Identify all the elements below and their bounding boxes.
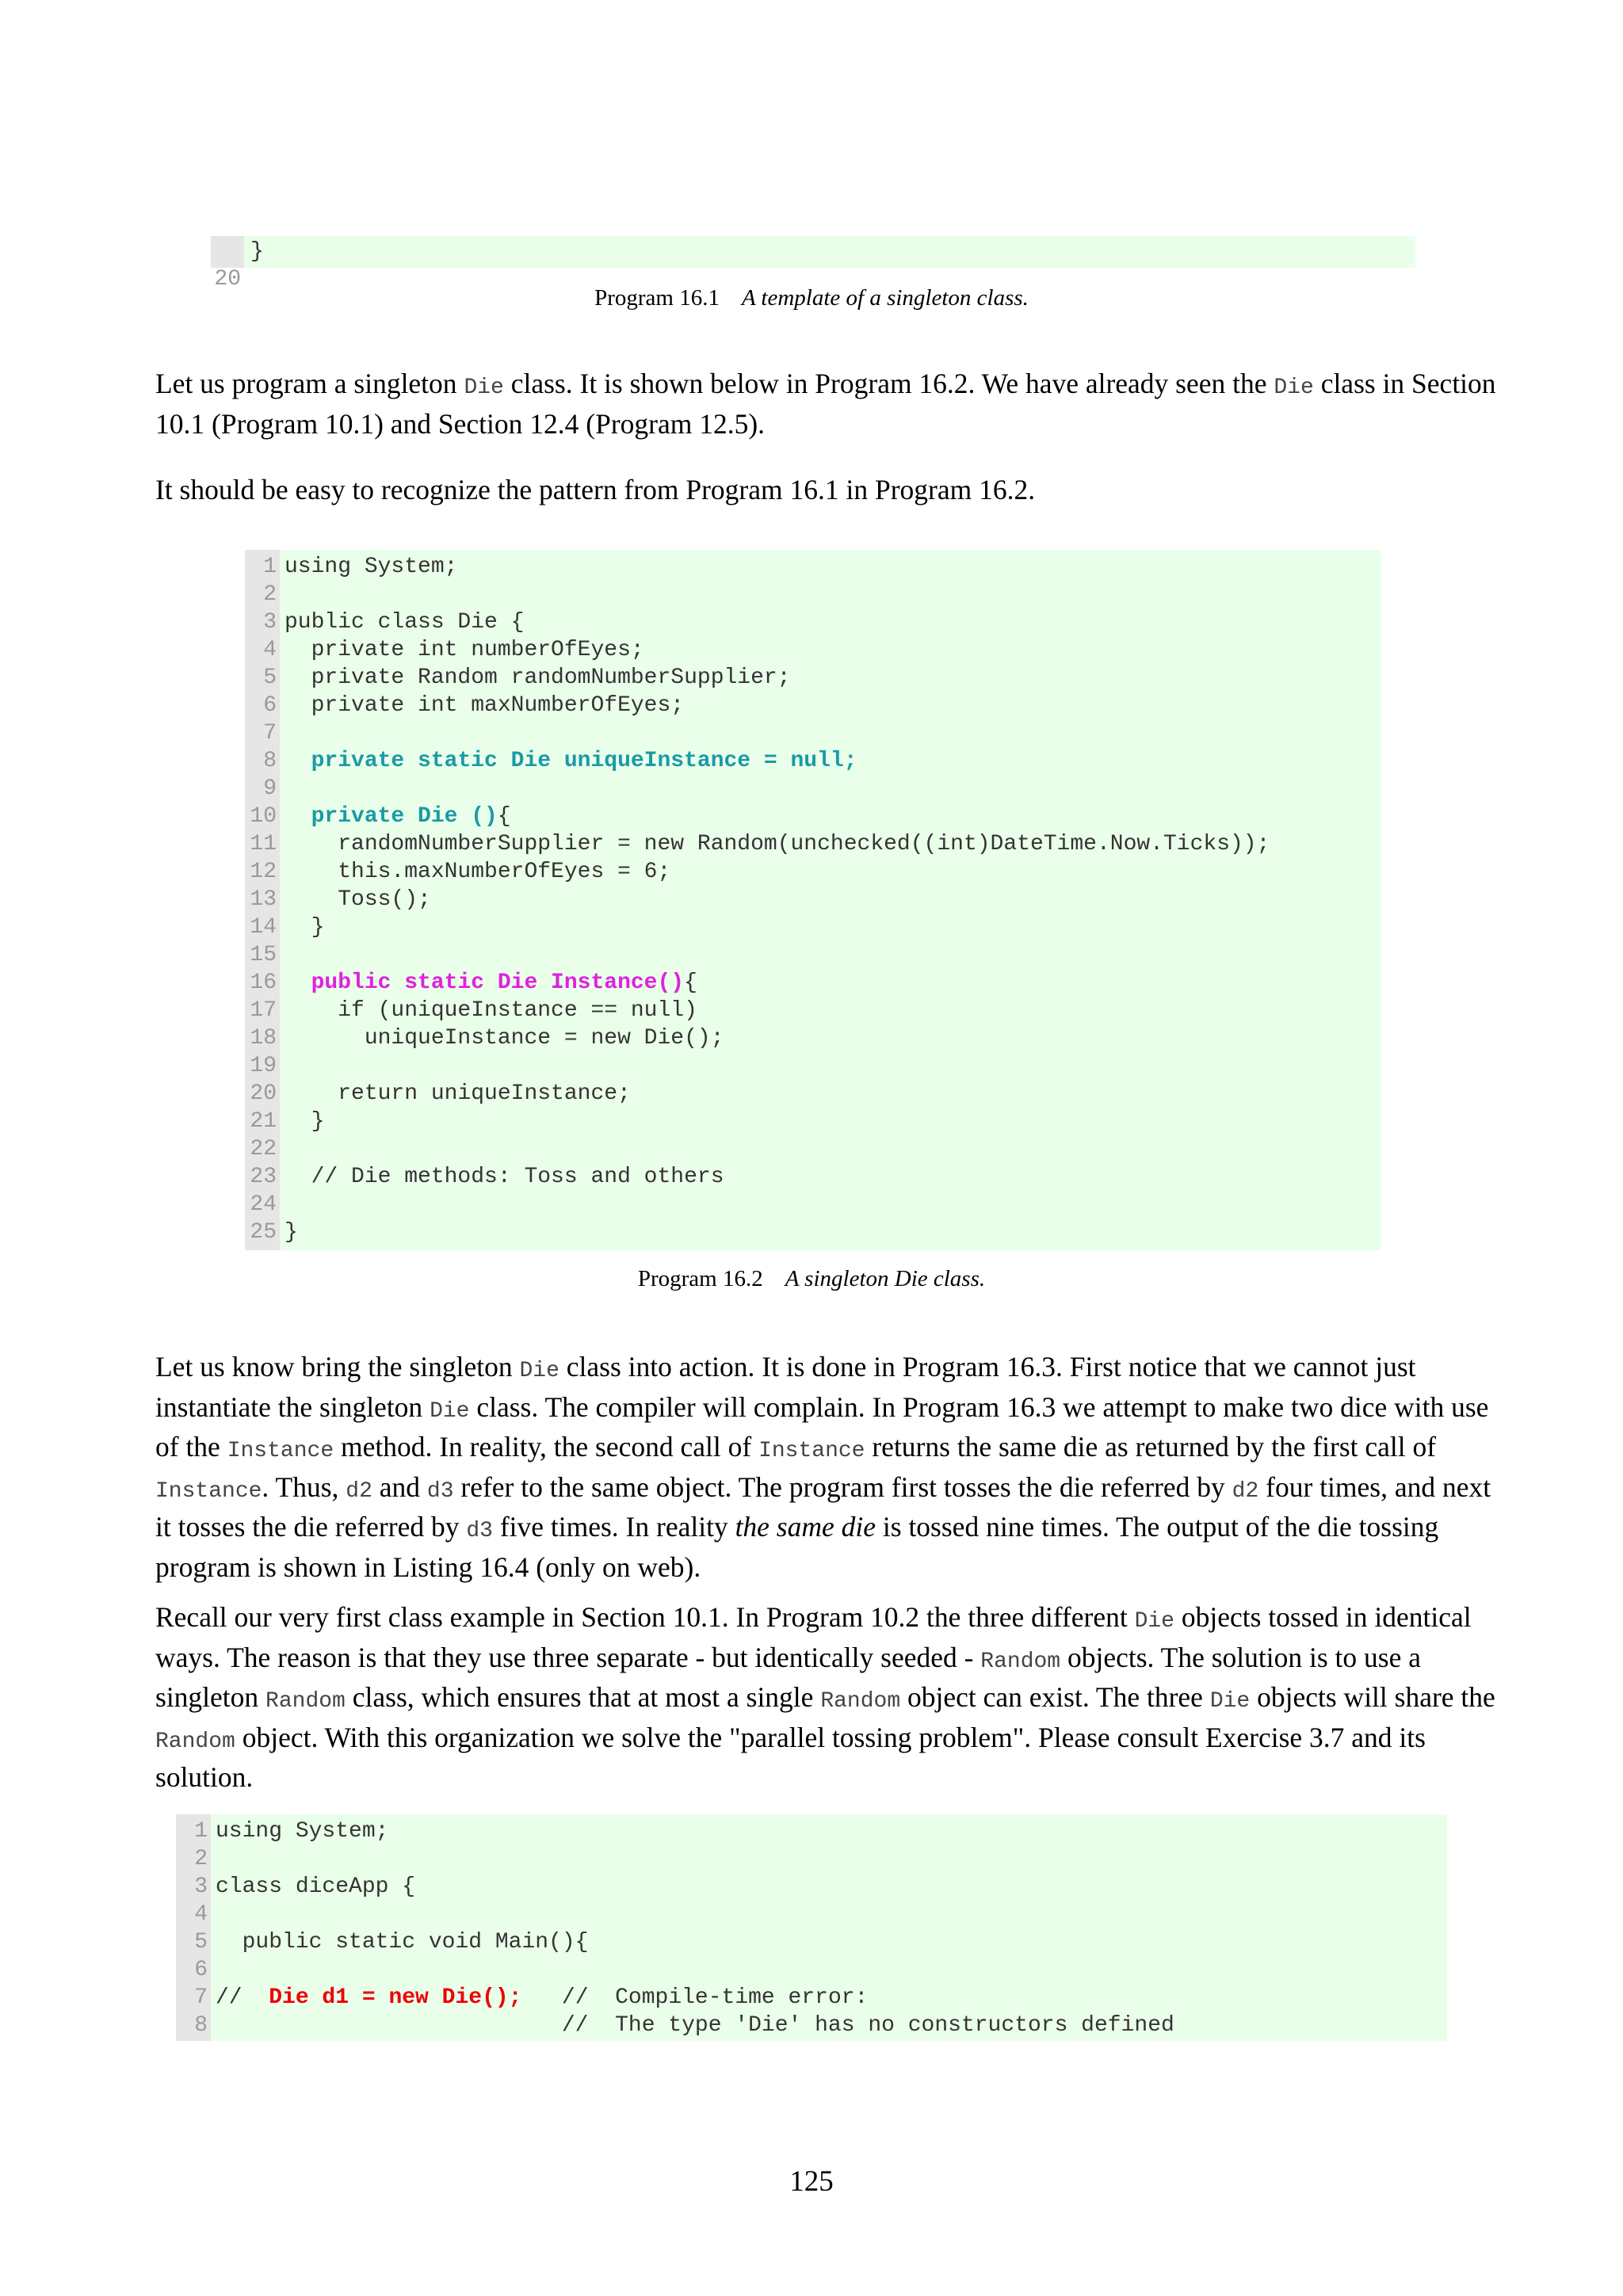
code-line xyxy=(176,1845,1447,1873)
inline-code: Die xyxy=(1134,1609,1174,1634)
code-text xyxy=(285,1080,631,1108)
code-text xyxy=(285,969,697,997)
code-segment: Toss(); xyxy=(285,887,431,912)
code-line xyxy=(245,1219,1381,1246)
line-number: 10 xyxy=(250,804,277,829)
line-number: 7 xyxy=(263,721,277,746)
code-text: } xyxy=(250,239,264,264)
code-line xyxy=(245,719,1381,747)
code-segment: private Random randomNumberSupplier; xyxy=(285,666,791,690)
code-line xyxy=(245,997,1381,1024)
inline-code: Random xyxy=(980,1649,1061,1674)
line-number: 2 xyxy=(263,582,277,607)
caption-program-16-1 xyxy=(0,284,1623,312)
line-number: 17 xyxy=(250,998,277,1023)
caption-label: Program 16.1 xyxy=(594,285,720,311)
text: objects will share the xyxy=(1250,1681,1495,1713)
code-line xyxy=(245,553,1381,581)
code-segment: // Compile-time error: xyxy=(521,1985,869,2010)
code-line xyxy=(245,1108,1381,1135)
line-number: 5 xyxy=(194,1930,208,1955)
line-number: 4 xyxy=(194,1902,208,1927)
code-line xyxy=(245,747,1381,775)
code-segment: randomNumberSupplier = new Random(unchecked((int)DateTime.Now.Ticks)); xyxy=(285,832,1270,856)
text: method. In reality, the second call of xyxy=(334,1431,759,1463)
line-number: 11 xyxy=(250,832,277,856)
line-number: 9 xyxy=(263,776,277,801)
line-number: 3 xyxy=(263,610,277,635)
line-number: 19 xyxy=(250,1054,277,1078)
code-segment: // xyxy=(216,1985,269,2010)
inline-code: d2 xyxy=(1232,1478,1259,1504)
text: is tossed nine times. The output of the die tossing program is shown in Listing 16.4 (only on web). xyxy=(155,1511,1439,1583)
code-line xyxy=(245,1191,1381,1219)
code-segment: return uniqueInstance; xyxy=(285,1081,631,1106)
line-number: 20 xyxy=(214,267,241,292)
code-text xyxy=(285,1219,298,1246)
code-text xyxy=(285,886,431,913)
code-segment: { xyxy=(684,971,697,995)
text: returns the same die as returned by the first call of xyxy=(865,1431,1437,1463)
code-text xyxy=(285,636,644,664)
code-segment: if (uniqueInstance == null) xyxy=(285,998,697,1023)
code-line xyxy=(211,238,1415,292)
code-segment: using System; xyxy=(216,1819,389,1844)
code-segment: this.maxNumberOfEyes = 6; xyxy=(285,860,671,884)
line-number: 6 xyxy=(194,1958,208,1982)
code-text xyxy=(285,664,791,692)
code-text xyxy=(285,1163,724,1191)
line-number: 2 xyxy=(194,1847,208,1871)
code-text xyxy=(285,747,857,775)
text: object can exist. The three xyxy=(900,1681,1210,1713)
text: objects. The solution is to use a singleton xyxy=(155,1641,1422,1713)
highlighted-code: Die d1 = new Die(); xyxy=(269,1985,522,2010)
code-text xyxy=(216,1984,868,2012)
code-segment: class diceApp { xyxy=(216,1875,416,1899)
line-number: 20 xyxy=(250,1081,277,1106)
inline-code: Die xyxy=(1274,376,1314,400)
code-line xyxy=(245,1024,1381,1052)
line-number: 21 xyxy=(250,1109,277,1134)
code-segment: } xyxy=(285,1109,325,1134)
code-line xyxy=(176,2012,1447,2039)
code-line xyxy=(245,692,1381,719)
code-line xyxy=(245,608,1381,636)
code-text xyxy=(285,692,684,719)
code-line xyxy=(245,636,1381,664)
code-block-program-16-3 xyxy=(176,1814,1447,2041)
text: object. With this organization we solve the "parallel tossing problem". Please consult Exercise 3.7 and its solution. xyxy=(155,1721,1426,1793)
code-line xyxy=(176,1928,1447,1956)
code-segment: { xyxy=(497,804,511,829)
code-segment: public class Die { xyxy=(285,610,525,635)
code-text xyxy=(285,1108,324,1135)
line-number: 3 xyxy=(194,1875,208,1899)
line-number: 23 xyxy=(250,1165,277,1189)
highlighted-code: public static Die Instance() xyxy=(311,971,685,995)
line-number: 5 xyxy=(263,666,277,690)
caption-label: Program 16.2 xyxy=(637,1266,763,1291)
inline-code: Die xyxy=(1209,1689,1251,1714)
inline-code: Die xyxy=(430,1398,470,1424)
code-line xyxy=(245,1052,1381,1080)
code-line xyxy=(176,1956,1447,1984)
code-segment xyxy=(285,971,311,995)
text: . Thus, xyxy=(262,1470,346,1503)
code-text xyxy=(285,830,1270,858)
line-number: 22 xyxy=(250,1137,277,1161)
caption-program-16-2 xyxy=(0,1264,1623,1293)
inline-code: d2 xyxy=(346,1478,372,1504)
code-line xyxy=(245,858,1381,886)
inline-code: Random xyxy=(265,1689,346,1714)
code-line xyxy=(245,581,1381,608)
paragraph-1 xyxy=(155,366,1503,441)
line-number: 24 xyxy=(250,1192,277,1217)
text: and xyxy=(372,1470,427,1503)
code-line xyxy=(176,1901,1447,1928)
code-text xyxy=(285,858,670,886)
paragraph-3 xyxy=(155,1349,1503,1585)
code-line xyxy=(176,1873,1447,1901)
code-line xyxy=(245,803,1381,830)
inline-code: Random xyxy=(155,1729,235,1754)
line-number: 1 xyxy=(263,555,277,579)
code-segment: private int numberOfEyes; xyxy=(285,638,644,662)
inline-code: Instance xyxy=(758,1439,865,1463)
code-text xyxy=(216,1817,388,1845)
paragraph-2: It should be easy to recognize the pattern from Program 16.1 in Program 16.2. xyxy=(155,474,1036,505)
inline-code: Random xyxy=(820,1689,901,1714)
code-line xyxy=(245,1080,1381,1108)
code-text xyxy=(216,1873,415,1901)
code-line xyxy=(245,830,1381,858)
line-number: 6 xyxy=(263,693,277,718)
line-number: 14 xyxy=(250,915,277,940)
line-number: 18 xyxy=(250,1026,277,1051)
text: objects tossed in identical ways. The reason is that they use three separate - but identically seeded - xyxy=(155,1601,1472,1673)
code-segment: // The type 'Die' has no constructors defined xyxy=(216,2013,1174,2038)
code-segment: public static void Main(){ xyxy=(216,1930,589,1955)
line-number: 4 xyxy=(263,638,277,662)
line-number: 13 xyxy=(250,887,277,912)
inline-code: Instance xyxy=(227,1439,334,1463)
text: Let us program a singleton xyxy=(155,368,464,399)
code-block-program-16-2 xyxy=(245,550,1381,1250)
code-line xyxy=(245,913,1381,941)
line-number: 15 xyxy=(250,943,277,967)
highlighted-code: private static Die uniqueInstance = null; xyxy=(311,749,857,773)
line-number: 7 xyxy=(194,1985,208,2010)
code-segment: private int maxNumberOfEyes; xyxy=(285,693,685,718)
code-line xyxy=(245,1163,1381,1191)
text: class. The compiler will complain. In Program 16.3 we attempt to make two dice with use of the xyxy=(155,1390,1489,1463)
line-number: 12 xyxy=(250,860,277,884)
inline-code: d3 xyxy=(466,1519,493,1543)
code-fragment-program-16-1 xyxy=(211,236,1415,292)
code-segment: uniqueInstance = new Die(); xyxy=(285,1026,724,1051)
code-text xyxy=(285,997,697,1024)
code-text xyxy=(285,1024,724,1052)
text: class. It is shown below in Program 16.2. We have already seen the xyxy=(503,368,1274,399)
code-line xyxy=(245,941,1381,969)
code-line xyxy=(176,1817,1447,1845)
code-segment xyxy=(285,749,311,773)
code-line xyxy=(245,664,1381,692)
code-text xyxy=(285,553,457,581)
line-number: 8 xyxy=(263,749,277,773)
inline-code: Die xyxy=(519,1359,559,1383)
caption-title: A template of a singleton class. xyxy=(741,285,1029,311)
inline-code: d3 xyxy=(426,1478,454,1504)
line-number: 1 xyxy=(194,1819,208,1844)
text: refer to the same object. The program first tosses the die referred by xyxy=(453,1470,1232,1503)
emphasis: the same die xyxy=(735,1511,876,1543)
code-line xyxy=(245,969,1381,997)
code-line xyxy=(245,1135,1381,1163)
code-segment: // Die methods: Toss and others xyxy=(285,1165,724,1189)
code-text xyxy=(216,2012,1174,2039)
code-line xyxy=(176,1984,1447,2012)
text: class into action. It is done in Program 16.3. First notice that we cannot just instantiate the singleton xyxy=(155,1351,1416,1423)
caption-title: A singleton Die class. xyxy=(785,1266,986,1291)
code-segment: using System; xyxy=(285,555,458,579)
text: Let us know bring the singleton xyxy=(155,1351,520,1383)
code-text xyxy=(285,608,524,636)
text: class in Section 10.1 (Program 10.1) and Section 12.4 (Program 12.5). xyxy=(155,368,1496,440)
text: four times, and next it tosses the die referred by xyxy=(155,1470,1491,1543)
text: class, which ensures that at most a single xyxy=(345,1681,821,1713)
text: Recall our very first class example in Section 10.1. In Program 10.2 the three different xyxy=(155,1601,1135,1633)
code-line xyxy=(245,886,1381,913)
line-number: 8 xyxy=(194,2013,208,2038)
inline-code: Instance xyxy=(155,1478,262,1504)
line-number: 25 xyxy=(250,1220,277,1245)
code-text xyxy=(285,803,511,830)
code-line xyxy=(245,775,1381,803)
line-number: 16 xyxy=(250,971,277,995)
text: five times. In reality xyxy=(492,1511,735,1543)
page-number: 125 xyxy=(789,2165,834,2198)
code-segment: } xyxy=(285,915,325,940)
code-text xyxy=(285,913,324,941)
code-segment xyxy=(285,804,311,829)
code-segment: } xyxy=(285,1220,298,1245)
highlighted-code: private Die () xyxy=(311,804,498,829)
inline-code: Die xyxy=(464,376,504,400)
paragraph-4 xyxy=(155,1600,1503,1795)
code-text xyxy=(216,1928,588,1956)
